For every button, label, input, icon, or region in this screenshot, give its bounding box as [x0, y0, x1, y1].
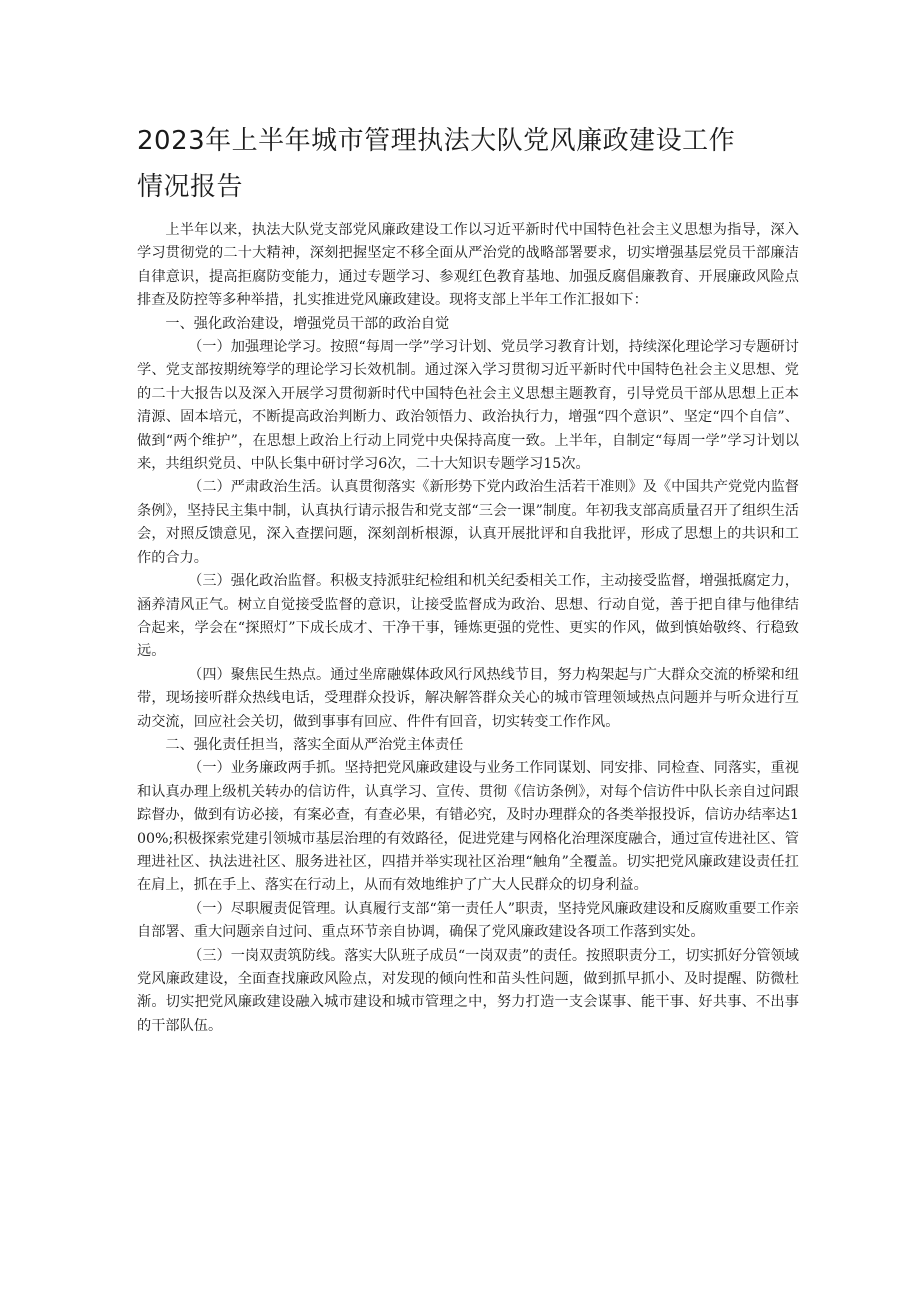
section-1-paragraph-4: （四）聚焦民生热点。通过坐席融媒体政风行风热线节目，努力构架起与广大群众交流的桥梁和纽带，现场接听群众热线电话，受理群众投诉，解决解答群众关心的城市管理领域热点问题并与听众进行互动交流，回应社会关切，做到事事有回应、件件有回音，切实转变工作作风。 — [137, 666, 799, 730]
section-2-paragraph-1: （一）业务廉政两手抓。坚持把党风廉政建设与业务工作同谋划、同安排、同检查、同落实，重视和认真办理上级机关转办的信访件，认真学习、宣传、贯彻《信访条例》，对每个信访件中队长亲自过问跟踪督办，做到有访必接，有案必查，有查必果，有错必究，及时办理群众的各类举报投诉，信访办结率达100%;积极探索党建引领城市基层治理的有效路径，促进党建与网格化治理深度融合，通过宣传进社区、管理进社区、执法进社区、服务进社区，四措并举实现社区治理“触角”全覆盖。切实把党风廉政建设责任扛在肩上，抓在手上、落实在行动上，从而有效地维护了广大人民群众的切身利益。 — [137, 760, 799, 894]
section-2-heading: 二、强化责任担当，落实全面从严治党主体责任 — [165, 736, 464, 753]
title-line-2: 情况报告 — [137, 172, 244, 202]
document-page — [137, 118, 799, 1038]
document-title — [137, 118, 799, 210]
title-line-1: 2023年上半年城市管理执法大队党风廉政建设工作 — [137, 126, 736, 156]
intro-paragraph: 上半年以来，执法大队党支部党风廉政建设工作以习近平新时代中国特色社会主义思想为指导，深入学习贯彻党的二十大精神，深刻把握坚定不移全面从严治党的战略部署要求，切实增强基层党员干部廉洁自律意识，提高拒腐防变能力，通过专题学习、参观红色教育基地、加强反腐倡廉教育、开展廉政风险点排查及防控等多种举措，扎实推进党风廉政建设。现将支部上半年工作汇报如下： — [137, 222, 799, 309]
section-2-paragraph-2: （一）尽职履责促管理。认真履行支部“第一责任人”职责，坚持党风廉政建设和反腐败重要工作亲自部署、重大问题亲自过问、重点环节亲自协调，确保了党风廉政建设各项工作落到实处。 — [137, 900, 799, 941]
section-1-paragraph-2: （二）严肃政治生活。认真贯彻落实《新形势下党内政治生活若干准则》及《中国共产党党内监督条例》，坚持民主集中制，认真执行请示报告和党支部“三会一课”制度。年初我支部高质量召开了组织生活会，对照反馈意见，深入查摆问题，深刻剖析根源，认真开展批评和自我批评，形成了思想上的共识和工作的合力。 — [137, 479, 799, 566]
section-1-paragraph-1: （一）加强理论学习。按照“每周一学”学习计划、党员学习教育计划，持续深化理论学习专题研讨学、党支部按期统筹学的理论学习长效机制。通过深入学习贯彻习近平新时代中国特色社会主义思想、党的二十大报告以及深入开展学习贯彻新时代中国特色社会主义思想主题教育，引导党员干部从思想上正本清源、固本培元，不断提高政治判断力、政治领悟力、政治执行力，增强“四个意识”、坚定“四个自信”、做到“两个维护”，在思想上政治上行动上同党中央保持高度一致。上半年，自制定“每周一学”学习计划以来，共组织党员、中队长集中研讨学习6次，二十大知识专题学习15次。 — [137, 339, 800, 473]
document-body — [137, 219, 799, 1038]
section-2-paragraph-3: （三）一岗双责筑防线。落实大队班子成员“一岗双责”的责任。按照职责分工，切实抓好分管领域党风廉政建设，全面查找廉政风险点，对发现的倾向性和苗头性问题，做到抓早抓小、及时提醒、防微杜渐。切实把党风廉政建设融入城市建设和城市管理之中，努力打造一支会谋事、能干事、好共事、不出事的干部队伍。 — [137, 947, 799, 1034]
section-1-heading: 一、强化政治建设，增强党员干部的政治自觉 — [165, 315, 450, 332]
section-1-paragraph-3: （三）强化政治监督。积极支持派驻纪检组和机关纪委相关工作，主动接受监督，增强抵腐定力，涵养清风正气。树立自觉接受监督的意识，让接受监督成为政治、思想、行动自觉，善于把自律与他律结合起来，学会在“探照灯”下成长成才、干净干事，锤炼更强的党性、更实的作风，做到慎始敬终、行稳致远。 — [137, 573, 799, 660]
